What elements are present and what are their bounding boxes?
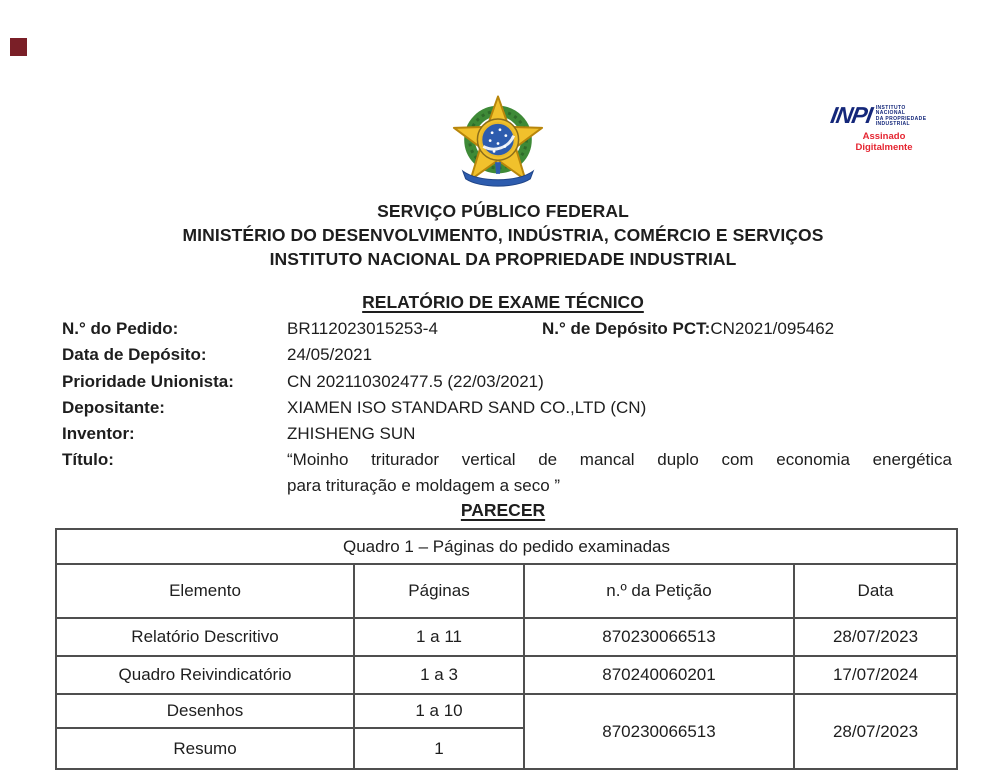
brazil-coat-of-arms-icon: [449, 95, 547, 194]
field-row-inventor: [62, 421, 954, 447]
report-title-text: RELATÓRIO DE EXAME TÉCNICO: [362, 292, 644, 312]
col-header-paginas: Páginas: [354, 564, 524, 618]
parecer-heading: [0, 500, 1006, 521]
quadro-1-table: [55, 528, 958, 770]
parecer-heading-text: PARECER: [460, 500, 546, 520]
inpi-digital-signature-logo: [828, 102, 1006, 153]
col-header-data: Data: [794, 564, 957, 618]
inpi-sub-line: DA PROPRIEDADE: [875, 115, 927, 122]
document-header: [0, 199, 1006, 272]
cell-paginas: 1 a 11: [354, 618, 524, 656]
inpi-sub-line: INSTITUTO: [875, 105, 906, 111]
cell-elemento: Relatório Descritivo: [56, 618, 354, 656]
pedido-value: BR112023015253-4: [287, 319, 438, 338]
inpi-logo-subtext: [876, 106, 927, 128]
cell-data-merged: 28/07/2023: [794, 694, 957, 769]
titulo-label: Título:: [62, 450, 114, 470]
field-row-depositante: [62, 395, 954, 421]
cell-paginas: 1 a 3: [354, 656, 524, 694]
cell-data: 28/07/2023: [794, 618, 957, 656]
prioridade-value: CN 202110302477.5 (22/03/2021): [287, 371, 544, 391]
signature-stamp-mark: [10, 38, 27, 56]
table-row: [56, 618, 957, 656]
data-deposito-label: Data de Depósito:: [62, 345, 207, 365]
field-row-data-deposito: [62, 342, 954, 368]
field-row-pedido: [62, 316, 954, 342]
header-line-instituto: INSTITUTO NACIONAL DA PROPRIEDADE INDUSTRIAL: [269, 249, 737, 270]
col-header-elemento: Elemento: [56, 564, 354, 618]
cell-peticao: 870230066513: [524, 618, 794, 656]
coat-of-arms-svg: [449, 95, 547, 194]
col-header-peticao: n.º da Petição: [524, 564, 794, 618]
titulo-value: [287, 447, 952, 498]
table-caption: Quadro 1 – Páginas do pedido examinadas: [56, 529, 957, 564]
cell-peticao: 870240060201: [524, 656, 794, 694]
inpi-sub-line: NACIONAL: [875, 110, 906, 117]
titulo-line2: para trituração e moldagem a seco ”: [287, 475, 561, 495]
field-row-prioridade: [62, 369, 954, 395]
inpi-logo-text: INPI: [828, 102, 875, 128]
pct-label: N.° de Depósito PCT:: [542, 319, 711, 338]
table-row: [56, 656, 957, 694]
pct-value: CN2021/095462: [710, 319, 835, 338]
report-title: [0, 292, 1006, 313]
cell-paginas: 1: [354, 728, 524, 769]
depositante-label: Depositante:: [62, 397, 165, 417]
cell-elemento: Resumo: [56, 728, 354, 769]
request-fields: [62, 316, 954, 498]
pedido-label: N.° do Pedido:: [62, 319, 179, 338]
inventor-label: Inventor:: [62, 424, 135, 444]
cell-elemento: Desenhos: [56, 694, 354, 728]
depositante-value: XIAMEN ISO STANDARD SAND CO.,LTD (CN): [287, 397, 647, 417]
signed-line: Assinado: [862, 130, 906, 142]
cell-paginas: 1 a 10: [354, 694, 524, 728]
inventor-value: ZHISHENG SUN: [287, 424, 416, 444]
header-line-ministerio: MINISTÉRIO DO DESENVOLVIMENTO, INDÚSTRIA, COMÉRCIO E SERVIÇOS: [182, 225, 824, 246]
data-deposito-value: 24/05/2021: [287, 345, 373, 365]
cell-elemento: Quadro Reivindicatório: [56, 656, 354, 694]
cell-peticao-merged: 870230066513: [524, 694, 794, 769]
signed-digitally-label: [845, 131, 923, 153]
table-header-row: [56, 564, 957, 618]
inpi-sub-line: INDUSTRIAL: [875, 121, 911, 128]
titulo-line1: “Moinho triturador vertical de mancal duplo com economia energética: [287, 450, 952, 470]
signed-line: Digitalmente: [855, 141, 913, 153]
table-caption-row: [56, 529, 957, 564]
cell-data: 17/07/2024: [794, 656, 957, 694]
table-row: [56, 694, 957, 728]
field-row-titulo: [62, 447, 954, 498]
header-line-servico: SERVIÇO PÚBLICO FEDERAL: [377, 201, 629, 221]
prioridade-label: Prioridade Unionista:: [62, 371, 234, 391]
